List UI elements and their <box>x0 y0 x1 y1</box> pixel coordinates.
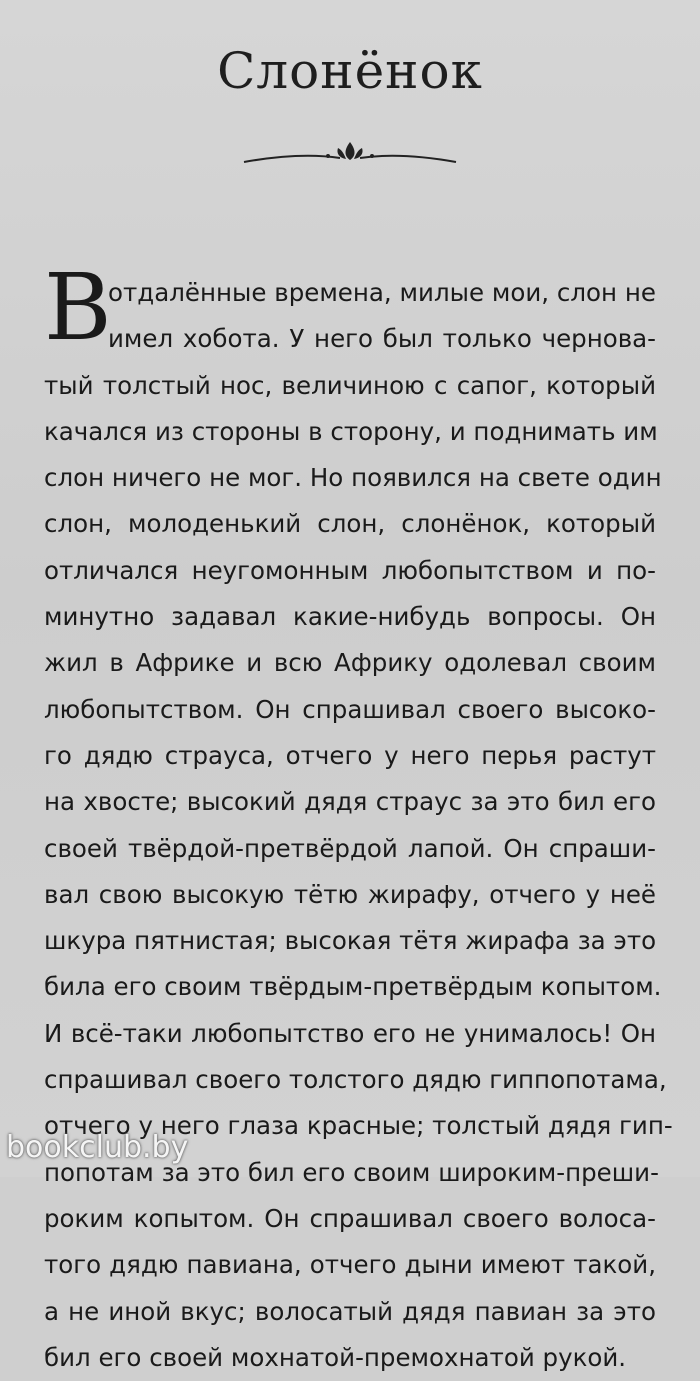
text-line: а не иной вкус; волосатый дядя павиан за это <box>44 1296 656 1326</box>
text-line: бил его своей мохнатой-премохнатой рукой. <box>44 1342 627 1372</box>
text-line: тый толстый нос, величиною с сапог, который <box>44 370 656 400</box>
text-line: слон ничего не мог. Но появился на свете один <box>44 463 662 493</box>
text-line: отчего у него глаза красные; толстый дядя гип- <box>44 1111 673 1141</box>
text-line: И всё-таки любопытство его не унималось! Он <box>44 1018 656 1048</box>
text-line: спрашивал своего толстого дядю гиппопотама, <box>44 1065 667 1095</box>
text-line: шкура пятнистая; высокая тётя жирафа за это <box>44 926 657 956</box>
text-line: попотам за это бил его своим широким-преши- <box>44 1157 659 1187</box>
text-line: жил в Африке и всю Африку одолевал своим <box>44 648 656 678</box>
text-line: качался из стороны в сторону, и поднимать им <box>44 416 658 446</box>
text-line: любопытством. Он спрашивал своего высоко- <box>44 694 656 724</box>
watermark: bookclub.by <box>6 1130 189 1165</box>
text-line: минутно задавал какие-нибудь вопросы. Он <box>44 602 656 632</box>
ornament-divider <box>240 138 460 168</box>
text-line: имел хобота. У него был только чернова- <box>108 324 656 354</box>
text-line: отдалённые времена, милые мои, слон не <box>108 278 656 307</box>
text-line: го дядю страуса, отчего у него перья растут <box>44 740 656 770</box>
page-title: Слонёнок <box>217 42 483 100</box>
text-line: отличался неугомонным любопытством и по- <box>44 555 656 585</box>
text-line: на хвосте; высокий дядя страус за это бил его <box>44 787 656 817</box>
text-line: била его своим твёрдым-претвёрдым копытом. <box>44 972 662 1002</box>
text-line: того дядю павиана, отчего дыни имеют такой, <box>44 1250 656 1280</box>
body-text <box>44 270 673 1381</box>
text-line: вал свою высокую тётю жирафу, отчего у неё <box>44 879 656 909</box>
drop-cap: В <box>44 254 112 361</box>
text-line: своей твёрдой-претвёрдой лапой. Он спраши- <box>44 833 656 863</box>
text-line: слон, молоденький слон, слонёнок, который <box>44 509 656 539</box>
text-line: роким копытом. Он спрашивал своего волоса- <box>44 1203 656 1233</box>
